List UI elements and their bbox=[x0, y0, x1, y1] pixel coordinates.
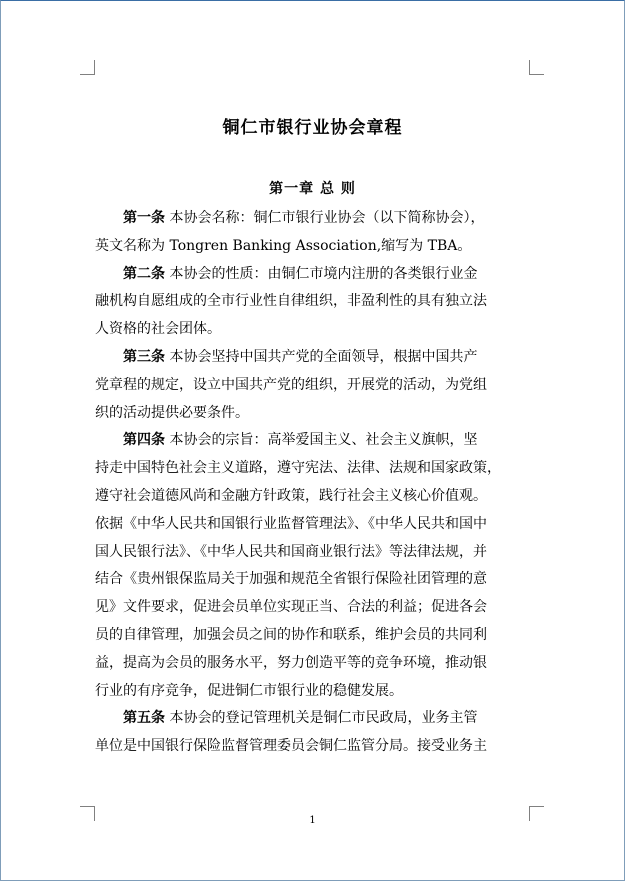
article-label: 第一条 bbox=[123, 210, 165, 226]
paragraph-line: 单位是中国银行保险监督管理委员会铜仁监管分局。接受业务主 bbox=[95, 738, 487, 755]
document-title: 铜仁市银行业协会章程 bbox=[222, 118, 403, 138]
paragraph-line: 员的自律管理，加强会员之间的协作和联系，维护会员的共同利 bbox=[95, 626, 487, 643]
line-text: 本协会坚持中国共产党的全面领导，根据中国共产 bbox=[169, 348, 478, 365]
paragraph-line bbox=[95, 205, 540, 233]
paragraph-line: 国人民银行法》、《中华人民共和国商业银行法》等法律法规，并 bbox=[95, 543, 487, 560]
paragraph-line: 织的活动提供必要条件。 bbox=[95, 404, 249, 421]
line-text: 本协会的性质：由铜仁市境内注册的各类银行业金 bbox=[169, 265, 478, 282]
document-body bbox=[95, 205, 540, 761]
paragraph-line: 持走中国特色社会主义道路，遵守宪法、法律、法规和国家政策， bbox=[95, 460, 501, 477]
article-3 bbox=[95, 344, 540, 427]
paragraph-line: 融机构自愿组成的全市行业性自律组织，非盈利性的具有独立法 bbox=[95, 293, 487, 310]
paragraph-line: 行业的有序竞争，促进铜仁市银行业的稳健发展。 bbox=[95, 682, 403, 699]
crop-mark-top-left bbox=[80, 60, 95, 75]
paragraph-line bbox=[95, 427, 540, 455]
paragraph-line: 人资格的社会团体。 bbox=[95, 321, 221, 338]
article-label: 第二条 bbox=[123, 265, 165, 282]
article-label: 第四条 bbox=[123, 432, 165, 449]
paragraph-line: 结合《贵州银保监局关于加强和规范全省银行保险社团管理的意 bbox=[95, 571, 487, 588]
paragraph-line: 党章程的规定，设立中国共产党的组织，开展党的活动，为党组 bbox=[95, 376, 487, 393]
paragraph-line: 依据《中华人民共和国银行业监督管理法》、《中华人民共和国中 bbox=[95, 515, 487, 532]
line-text: 本协会的登记管理机关是铜仁市民政局，业务主管 bbox=[169, 710, 478, 727]
paragraph-line: 英文名称为 Tongren Banking Association,缩写为 TBA。 bbox=[95, 237, 472, 254]
crop-mark-top-right bbox=[529, 60, 544, 75]
paragraph-line bbox=[95, 344, 540, 372]
article-1 bbox=[95, 205, 540, 261]
article-4 bbox=[95, 427, 540, 705]
line-text: 本协会名称：铜仁市银行业协会（以下简称协会）， bbox=[169, 210, 485, 226]
page-number: 1 bbox=[309, 815, 316, 826]
article-label: 第五条 bbox=[123, 710, 165, 727]
article-2 bbox=[95, 261, 540, 344]
paragraph-line bbox=[95, 261, 540, 289]
paragraph-line bbox=[95, 705, 540, 733]
article-5 bbox=[95, 705, 540, 761]
chapter-heading: 第一章 总 则 bbox=[269, 181, 356, 197]
line-text: 本协会的宗旨：高举爱国主义、社会主义旗帜，坚 bbox=[169, 432, 478, 449]
article-label: 第三条 bbox=[123, 348, 165, 365]
paragraph-line: 见》文件要求，促进会员单位实现正当、合法的利益；促进各会 bbox=[95, 599, 487, 616]
paragraph-line: 遵守社会道德风尚和金融方针政策，践行社会主义核心价值观。 bbox=[95, 487, 487, 504]
paragraph-line: 益，提高为会员的服务水平，努力创造平等的竞争环境，推动银 bbox=[95, 654, 487, 671]
